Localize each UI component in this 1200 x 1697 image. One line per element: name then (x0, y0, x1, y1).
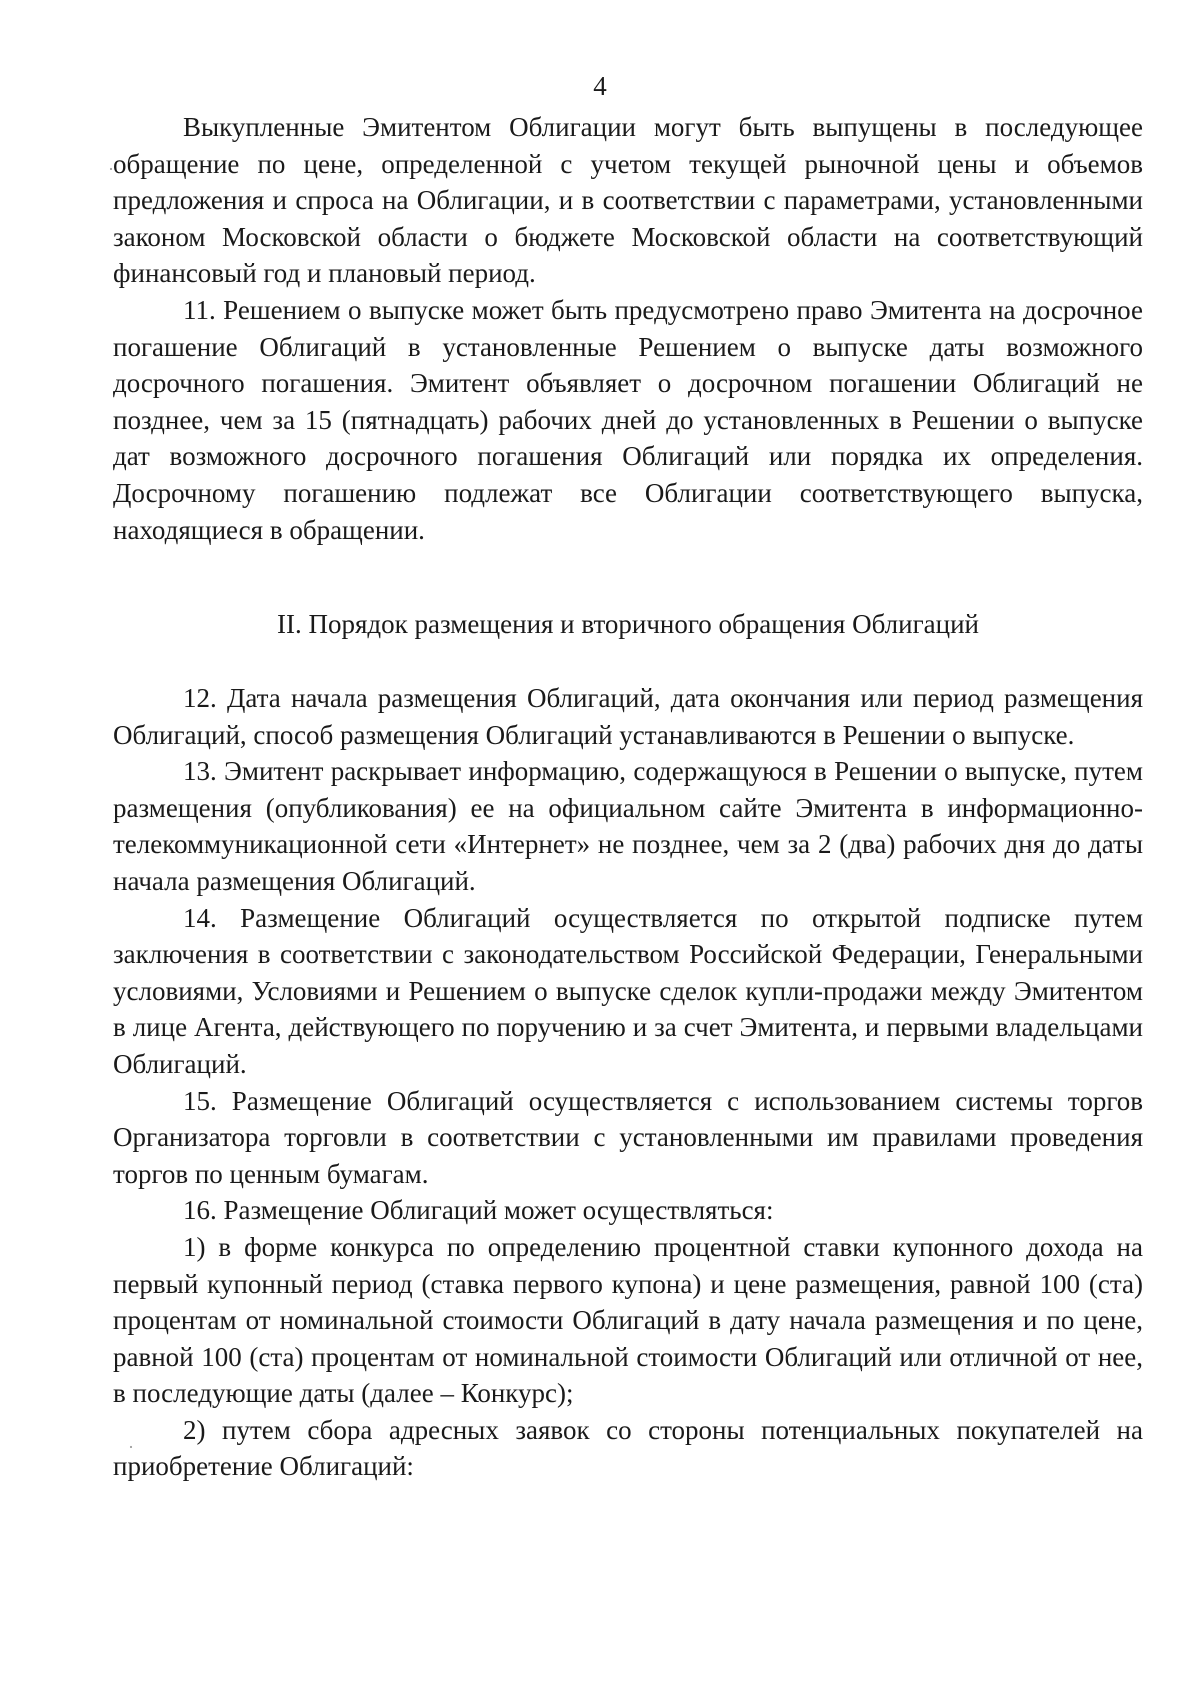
paragraph-reissue: Выкупленные Эмитентом Облигации могут быть выпущены в последующее обращение по цене, определенной с учетом текущей рыночной цены и объемов предложения и спроса на Облигации, и в соответствии с параметрами, установленными законом Московской области о бюджете Московской области на соответствующий финансовый год и плановый период. (113, 112, 1143, 289)
scan-speck: · (128, 1437, 134, 1457)
section-heading: II. Порядок размещения и вторичного обращения Облигаций (277, 609, 979, 639)
paragraph-14: 14. Размещение Облигаций осуществляется по открытой подписке путем заключения в соответствии с законодательством Российской Федерации, Генеральными условиями, Условиями и Решением о выпуске сделок купли-продажи между Эмитентом в лице Агента, действующего по поручению и за счет Эмитента, и первыми владельцами Облигаций. (113, 902, 1143, 1079)
section-text-block (113, 680, 1143, 1485)
paragraph-16-item-2: 2) путем сбора адресных заявок со стороны потенциальных покупателей на приобретение Облигаций: (113, 1414, 1143, 1482)
paragraph-12: 12. Дата начала размещения Облигаций, дата окончания или период размещения Облигаций, способ размещения Облигаций устанавливаются в Решении о выпуске. (113, 683, 1143, 750)
paragraph-16: 16. Размещение Облигаций может осуществляться: (183, 1195, 774, 1226)
paragraph-11: 11. Решением о выпуске может быть предусмотрено право Эмитента на досрочное погашение Облигаций в установленные Решением о выпуске даты возможного досрочного погашения. Эмитент объявляет о досрочном погашении Облигаций не позднее, чем за 15 (пятнадцать) рабочих дней до установленных в Решении о выпуске дат возможного досрочного погашения Облигаций или порядка их определения. Досрочному погашению подлежат все Облигации соответствующего выпуска, находящиеся в обращении. (113, 294, 1143, 545)
paragraph-13: 13. Эмитент раскрывает информацию, содержащуюся в Решении о выпуске, путем размещения (опубликования) ее на официальном сайте Эмитента в информационно-телекоммуникационной сети «Интернет» не позднее, чем за 2 (два) рабочих дня до даты начала размещения Облигаций. (113, 756, 1143, 896)
paragraph-15: 15. Размещение Облигаций осуществляется с использованием системы торгов Организатора торговли в соответствии с установленными им правилами проведения торгов по ценным бумагам. (113, 1085, 1143, 1189)
scan-speck: · (108, 159, 114, 179)
paragraph-16-item-1: 1) в форме конкурса по определению процентной ставки купонного дохода на первый купонный период (ставка первого купона) и цене размещения, равной 100 (ста) процентам от номинальной стоимости Облигаций в дату начала размещения и по цене, равной 100 (ста) процентам от номинальной стоимости Облигаций или отличной от нее, в последующие даты (далее – Конкурс); (113, 1231, 1143, 1409)
page-number: 4 (593, 71, 607, 101)
top-text-block (113, 109, 1143, 548)
